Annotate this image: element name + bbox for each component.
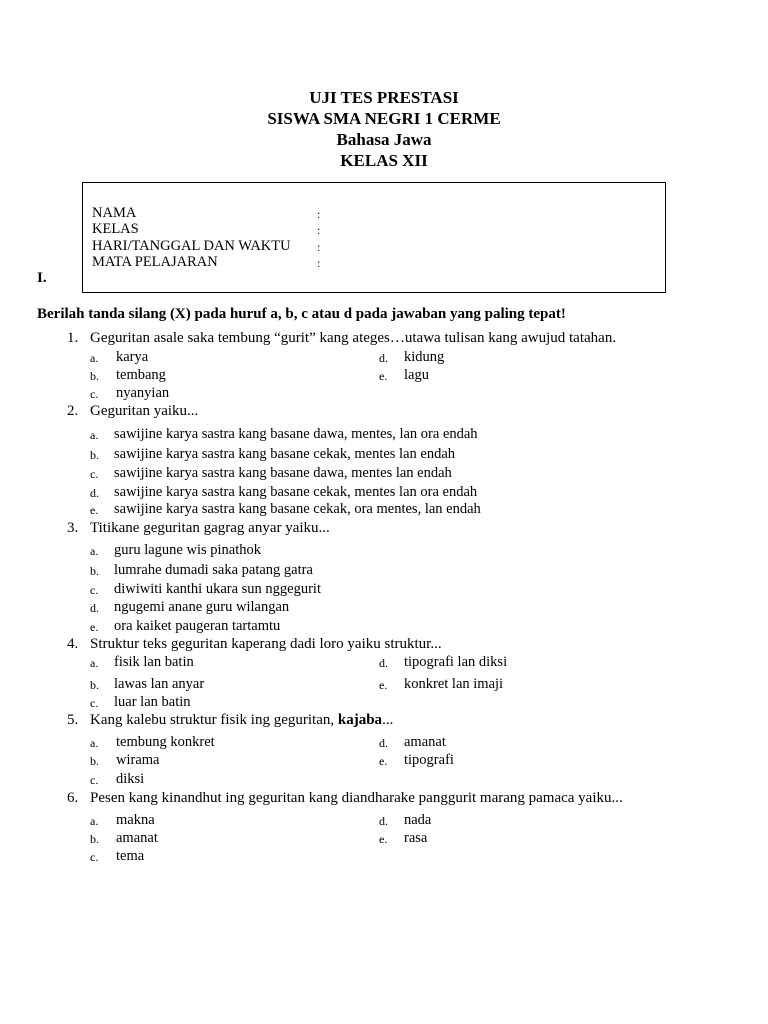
question-number: 1.: [67, 330, 79, 346]
option-text: nada: [404, 812, 432, 828]
option-letter: e.: [379, 754, 388, 768]
question-text: Kang kalebu struktur fisik ing geguritan,: [90, 712, 335, 728]
option-text: sawijine karya sastra kang basane dawa, mentes, lan ora endah: [114, 426, 478, 442]
option-text: lawas lan anyar: [114, 676, 205, 692]
option-text: sawijine karya sastra kang basane cekak, mentes lan endah: [114, 446, 456, 462]
option-text: lumrahe dumadi saka patang gatra: [114, 562, 313, 578]
option-text: rasa: [404, 830, 428, 846]
question-text: Titikane geguritan gagrag anyar yaiku...: [90, 520, 330, 536]
option-letter: b.: [90, 678, 99, 692]
info-label-kelas: KELAS: [92, 221, 139, 237]
option-text: sawijine karya sastra kang basane dawa, mentes lan endah: [114, 465, 452, 481]
option-text: nyanyian: [116, 385, 170, 401]
option-letter: c.: [90, 387, 99, 401]
question-number: 6.: [67, 790, 79, 806]
option-letter: c.: [90, 850, 99, 864]
question-number: 2.: [67, 403, 79, 419]
question-text: Geguritan asale saka tembung “gurit” kang ateges…utawa tulisan kang awujud tatahan.: [90, 330, 617, 346]
title-line-3: Bahasa Jawa: [336, 130, 432, 149]
option-text: wirama: [116, 752, 160, 768]
info-colon: :: [317, 240, 321, 254]
question-text-tail: ...: [382, 712, 394, 728]
option-letter: a.: [90, 544, 99, 558]
question-number: 4.: [67, 636, 79, 652]
option-text: tembang: [116, 367, 166, 383]
option-letter: d.: [90, 601, 99, 615]
option-letter: c.: [90, 583, 99, 597]
option-letter: c.: [90, 467, 99, 481]
option-text: kidung: [404, 349, 445, 365]
option-letter: d.: [379, 351, 388, 365]
title-line-4: KELAS XII: [340, 151, 428, 170]
info-label-nama: NAMA: [92, 205, 137, 221]
option-text: guru lagune wis pinathok: [114, 542, 261, 558]
option-text: lagu: [404, 367, 429, 383]
info-label-mata-pelajaran: MATA PELAJARAN: [92, 254, 218, 270]
title-line-2: SISWA SMA NEGRI 1 CERME: [267, 109, 501, 128]
option-letter: d.: [90, 486, 99, 500]
option-text: makna: [116, 812, 155, 828]
option-text: tipografi lan diksi: [404, 654, 508, 670]
question-text: Struktur teks geguritan kaperang dadi loro yaiku struktur...: [90, 636, 442, 652]
option-letter: d.: [379, 656, 388, 670]
question-emphasis: kajaba: [337, 712, 383, 728]
option-letter: d.: [379, 814, 388, 828]
instruction-text: Berilah tanda silang (X) pada huruf a, b, c atau d pada jawaban yang paling tepat!: [37, 306, 566, 322]
option-text: amanat: [404, 734, 446, 750]
question-number: 5.: [67, 712, 79, 728]
option-text: ora kaiket paugeran tartamtu: [114, 618, 281, 634]
option-letter: b.: [90, 754, 99, 768]
option-letter: c.: [90, 773, 99, 787]
option-text: tipografi: [404, 752, 454, 768]
option-letter: e.: [379, 678, 388, 692]
option-text: diwiwiti kanthi ukara sun nggegurit: [114, 581, 321, 597]
option-text: konkret lan imaji: [404, 676, 504, 692]
info-colon: :: [317, 223, 321, 237]
option-letter: e.: [90, 620, 99, 634]
question-text: Geguritan yaiku...: [90, 403, 199, 419]
question-text-line: [90, 712, 393, 729]
option-letter: d.: [379, 736, 388, 750]
option-text: amanat: [116, 830, 158, 846]
option-text: luar lan batin: [114, 694, 191, 710]
option-letter: b.: [90, 832, 99, 846]
option-text: tema: [116, 848, 145, 864]
option-letter: c.: [90, 696, 99, 710]
option-letter: e.: [379, 369, 388, 383]
question-number: 3.: [67, 520, 79, 536]
section-number: I.: [37, 270, 47, 286]
question-text: Pesen kang kinandhut ing geguritan kang diandharake panggurit marang pamaca yaiku...: [90, 790, 623, 806]
option-text: diksi: [116, 771, 145, 787]
option-letter: a.: [90, 736, 99, 750]
option-letter: a.: [90, 351, 99, 365]
title-line-1: UJI TES PRESTASI: [309, 88, 459, 107]
option-letter: e.: [90, 503, 99, 517]
option-text: tembung konkret: [116, 734, 215, 750]
option-text: fisik lan batin: [114, 654, 194, 670]
option-letter: b.: [90, 564, 99, 578]
info-label-hari-tanggal: HARI/TANGGAL DAN WAKTU: [92, 238, 291, 254]
option-text: sawijine karya sastra kang basane cekak, ora mentes, lan endah: [114, 501, 481, 517]
option-letter: a.: [90, 656, 99, 670]
option-text: ngugemi anane guru wilangan: [114, 599, 290, 615]
option-text: sawijine karya sastra kang basane cekak, mentes lan ora endah: [114, 484, 478, 500]
option-letter: e.: [379, 832, 388, 846]
option-letter: b.: [90, 369, 99, 383]
info-colon: :: [317, 207, 321, 221]
option-text: karya: [116, 349, 149, 365]
option-letter: a.: [90, 428, 99, 442]
option-letter: b.: [90, 448, 99, 462]
info-colon: :: [317, 256, 321, 270]
option-letter: a.: [90, 814, 99, 828]
